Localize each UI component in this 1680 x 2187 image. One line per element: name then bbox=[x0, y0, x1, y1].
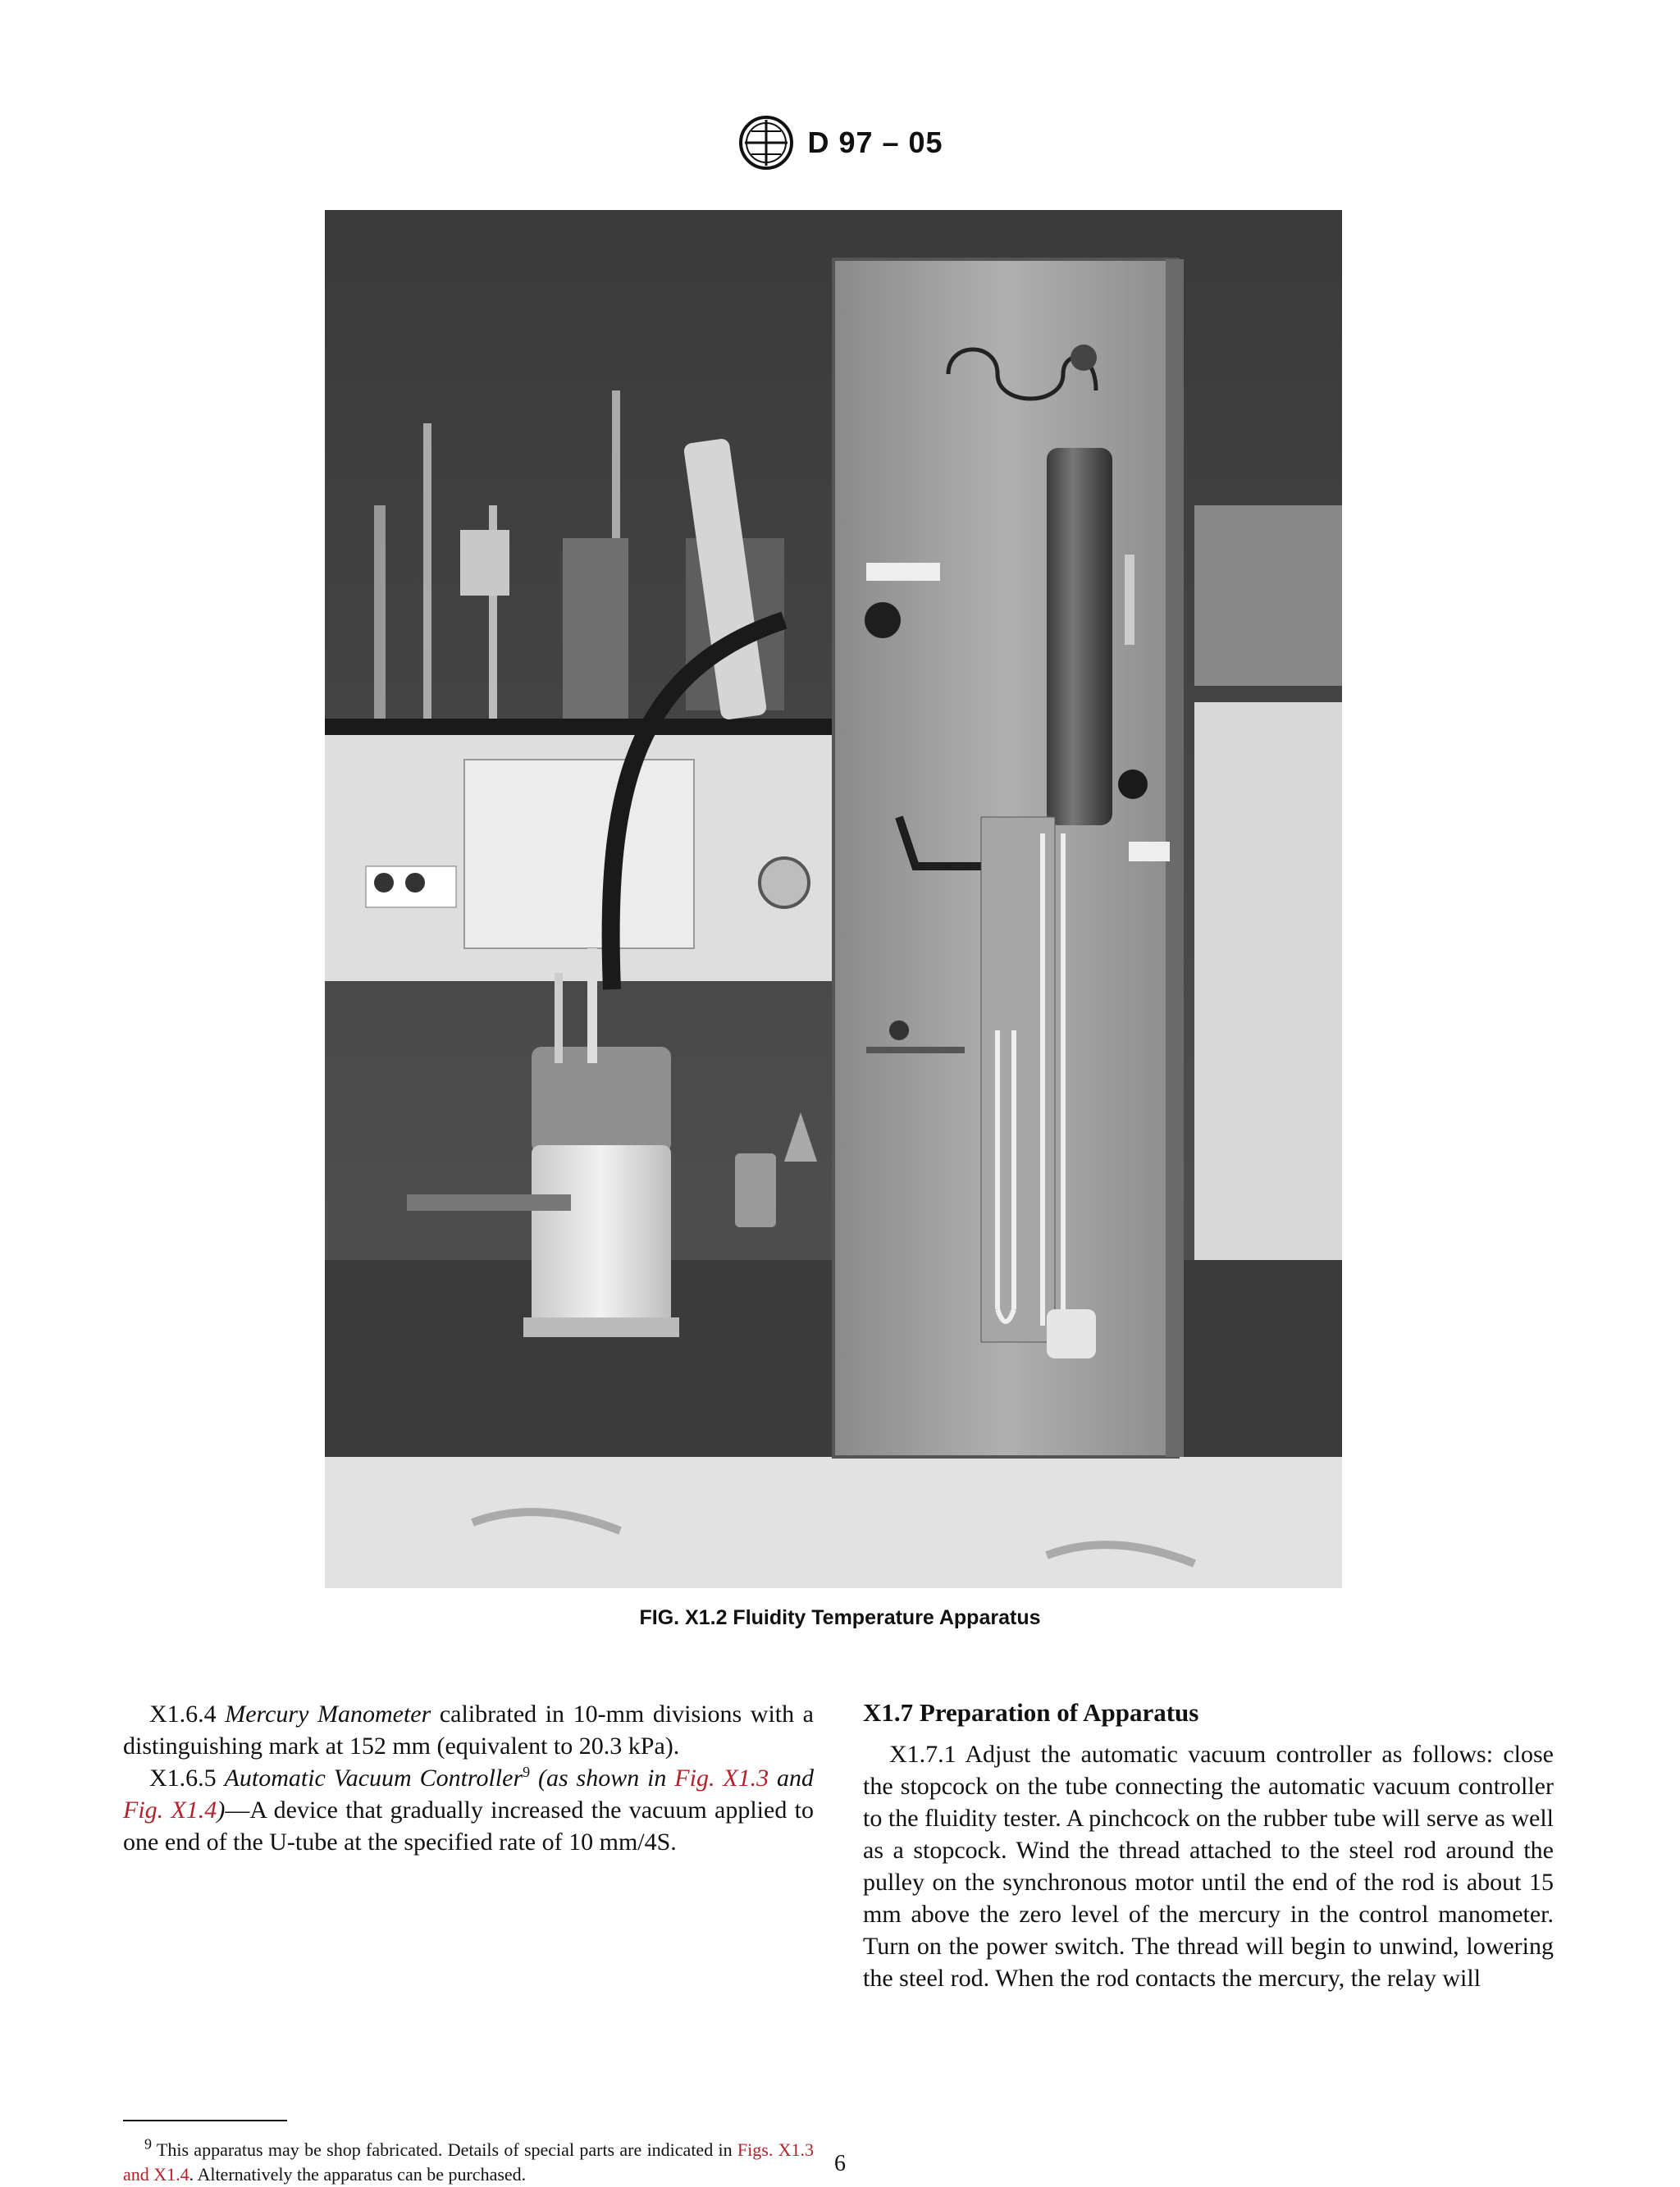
footnote-rule bbox=[123, 2120, 287, 2121]
right-column bbox=[863, 1696, 1554, 1994]
clause-number: X1.6.5 bbox=[149, 1765, 217, 1792]
footnote-ref[interactable]: 9 bbox=[523, 1764, 531, 1780]
term: Mercury Manometer bbox=[225, 1701, 431, 1728]
figure-caption: FIG. X1.2 Fluidity Temperature Apparatus bbox=[639, 1606, 1041, 1629]
figure-photo bbox=[325, 210, 1342, 1588]
fig-x1-3-link[interactable]: Fig. X1.3 bbox=[674, 1765, 769, 1792]
document-id: D 97 – 05 bbox=[807, 126, 943, 159]
figs-link[interactable]: Figs. X1.3 and X1.4 bbox=[123, 2139, 815, 2185]
paragraph-x1-6-5 bbox=[123, 1762, 814, 1858]
paragraph-text: calibrated in 10-mm divisions with a distinguishing mark at 152 mm (equivalent to 20.3 kPa). bbox=[123, 1701, 814, 1760]
section-heading: X1.7 Preparation of Apparatus bbox=[863, 1698, 1199, 1727]
paragraph-x1-6-4 bbox=[123, 1698, 814, 1762]
fig-x1-4-link[interactable]: Fig. X1.4 bbox=[123, 1797, 217, 1824]
page-number: 6 bbox=[834, 2151, 846, 2176]
paragraph-text: —A device that gradually increased the vacuum applied to one end of the U-tube at the specified rate of 10 mm/4S. bbox=[123, 1797, 814, 1856]
term: Automatic Vacuum Controller bbox=[224, 1765, 523, 1792]
close-paren: ) bbox=[217, 1797, 226, 1824]
left-column bbox=[123, 1698, 814, 1858]
astm-logo bbox=[737, 113, 796, 172]
footnote-marker: 9 bbox=[144, 2135, 152, 2153]
and-text: and bbox=[769, 1765, 815, 1792]
paragraph-x1-7-1 bbox=[863, 1738, 1554, 1994]
clause-number: X1.7.1 bbox=[889, 1741, 956, 1768]
paragraph-text: Adjust the automatic vacuum controller as follows: close the stopcock on the tube connecting the automatic vacuum controller to the fluidity tester. A pinchcock on the rubber tube will serve as well as a stopcock. Wind the thread attached to the steel rod around the pulley on the synchronous motor until the end of the rod is about 15 mm above the zero level of the mercury in the control manometer. Turn on the power switch. The thread will begin to unwind, lowering the steel rod. When the rod contacts the mercury, the relay will bbox=[863, 1741, 1554, 1992]
footnote-text-end: . Alternatively the apparatus can be purchased. bbox=[189, 2164, 527, 2185]
clause-number: X1.6.4 bbox=[149, 1701, 217, 1728]
footnote-text: This apparatus may be shop fabricated. Details of special parts are indicated in bbox=[152, 2139, 737, 2160]
page-header bbox=[0, 113, 1680, 176]
as-shown-text: (as shown in bbox=[530, 1765, 675, 1792]
